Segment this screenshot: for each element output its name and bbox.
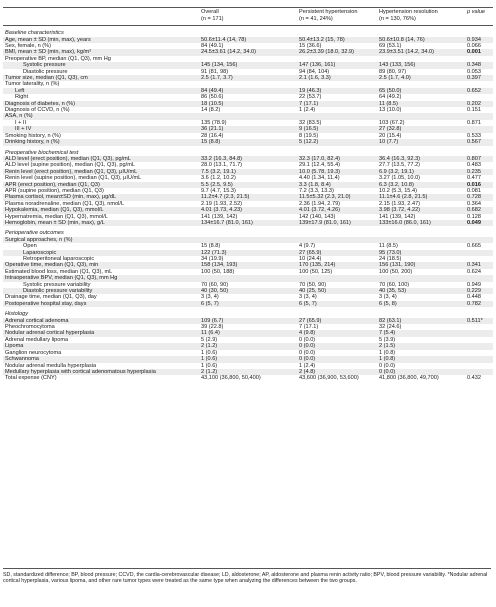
- header-resolution-title: Hypertension resolution: [379, 9, 438, 15]
- p-value: 0.432: [467, 375, 481, 382]
- persistent-value: 2 (4.8): [297, 369, 377, 375]
- section-title: Preoperative biochemical test: [5, 149, 79, 156]
- row-label: Adrenal cortical adenoma: [3, 318, 199, 324]
- persistent-value: 27 (65.9): [297, 250, 377, 256]
- row-label: Adrenal medullary lipoma: [5, 336, 69, 343]
- row-label: Renin level (erect position), median (Q1, Q3), μIU/mL: [3, 169, 199, 175]
- section-header-row: [3, 307, 493, 317]
- overall-value: 134±16.7 (81.0, 161): [199, 220, 297, 226]
- row-label: Hypernatremia, median (Q1, Q3), mmol/L: [5, 213, 108, 220]
- header-persistent-n: (n = 41, 24%): [299, 15, 333, 22]
- table-header: [3, 8, 493, 26]
- resolution-value: 2.5 (1.7, 4.0): [377, 75, 465, 81]
- persistent-value: 43,600 (36,900, 53,600): [299, 375, 359, 382]
- resolution-value: 40 (35, 53): [377, 288, 465, 294]
- resolution-value: 103 (67.2): [379, 119, 405, 126]
- persistent-value: 1 (2.4): [299, 362, 316, 369]
- resolution-value: 24 (18.5): [379, 256, 402, 262]
- header-resolution-n: (n = 130, 76%): [379, 15, 416, 22]
- resolution-value: 10.2 (5.3, 15.4): [379, 187, 417, 194]
- resolution-value: 3 (3, 4): [379, 294, 397, 301]
- row-label: Systolic pressure: [3, 62, 199, 68]
- overall-value: 91 (81, 98): [201, 68, 229, 75]
- row-label: Nodular adrenal cortical hyperplasia: [3, 330, 199, 336]
- row-label: Pheochromocytoma: [5, 324, 55, 331]
- persistent-value: 7 (17.1): [297, 101, 377, 107]
- row-label: Tumor laterality, n (%): [5, 81, 60, 88]
- resolution-value: 0 (0.0): [377, 369, 465, 375]
- row-label: Medullary hyperplasia with cortical adenomatous hyperplasia: [3, 369, 199, 375]
- persistent-value: 94 (84, 104): [299, 68, 330, 75]
- overall-value: 50.6±11.4 (14, 78): [199, 37, 297, 43]
- p-value: 0.397: [465, 75, 493, 81]
- persistent-value: 139±17.9 (81.0, 161): [297, 220, 377, 226]
- resolution-value: 156 (131, 190): [377, 262, 465, 268]
- row-label: Intraoperative BPV, median (Q1, Q3), mm Hg: [3, 275, 199, 281]
- resolution-value: 6 (5, 8): [377, 301, 465, 307]
- resolution-value: 141 (139, 142): [379, 213, 416, 220]
- row-label: Drinking history, n (%): [3, 139, 199, 145]
- row-label: ASA, n (%): [3, 113, 199, 119]
- p-value: 0.807: [465, 156, 493, 162]
- persistent-value: 4.01 (3.72, 4.26): [297, 207, 377, 213]
- overall-value: 39 (22.8): [201, 324, 224, 331]
- persistent-value: 9 (16.5): [297, 126, 377, 132]
- persistent-value: 32.3 (17.0, 82.4): [297, 156, 377, 162]
- resolution-value: 6.9 (3.2, 19.1): [377, 169, 465, 175]
- persistent-value: 100 (50, 125): [299, 268, 333, 275]
- overall-value: 5 (2.9): [201, 336, 218, 343]
- overall-value: 43,100 (36,800, 50,400): [201, 375, 261, 382]
- p-value: 0.053: [467, 68, 481, 75]
- resolution-value: 23.9±3.51 (14.2, 34.0): [377, 49, 465, 55]
- overall-value: 4.01 (3.73, 4.23): [199, 207, 297, 213]
- p-value: 0.016: [465, 182, 493, 188]
- persistent-value: 10 (24.4): [299, 256, 322, 262]
- persistent-value: 26.2±3.39 (18.0, 32.9): [297, 49, 377, 55]
- row-label: Smoking history, n (%): [5, 132, 61, 139]
- row-label: Estimated blood loss, median (Q1, Q3), mL: [5, 268, 113, 275]
- persistent-value: 7 (17.1): [299, 324, 319, 331]
- persistent-value: 6 (5, 7): [297, 301, 377, 307]
- header-pvalue-title: p value: [467, 9, 486, 15]
- resolution-value: 3.27 (1.05, 10.0): [379, 175, 421, 182]
- overall-value: 15 (8.8): [201, 243, 221, 250]
- overall-value: 36 (21.1): [199, 126, 297, 132]
- resolution-value: 27.7 (13.5, 77.2): [379, 162, 421, 169]
- persistent-value: 70 (50, 90): [299, 281, 327, 288]
- persistent-value: 142 (140, 143): [299, 213, 336, 220]
- row-label: Renin level (supine position), median (Q1, Q3), μIU/mL: [5, 175, 142, 182]
- overall-value: 5.5 (2.5, 9.5): [199, 182, 297, 188]
- overall-value: 141 (139, 142): [201, 213, 238, 220]
- p-value: 0.066: [467, 43, 481, 49]
- row-label: Total expense (CNY): [5, 375, 57, 382]
- resolution-value: 3.98 (3.72, 4.22): [377, 207, 465, 213]
- section-title: Perioperative outcomes: [5, 230, 64, 237]
- overall-value: 33.2 (16.3, 84.8): [199, 156, 297, 162]
- row-label: Ganglion neurocytoma: [5, 349, 62, 356]
- p-value: 0.652: [465, 88, 493, 94]
- overall-value: 34 (19.9): [201, 256, 224, 262]
- row-label: Plasma noradrenaline, median (Q1, Q3), nmol/L: [5, 200, 125, 207]
- persistent-value: 2.36 (1.94, 2.79): [299, 200, 341, 207]
- header-overall: [199, 8, 297, 26]
- persistent-value: 147 (136, 161): [297, 62, 377, 68]
- overall-value: 3 (3, 4): [201, 294, 219, 301]
- persistent-value: 3.3 (1.8, 8.4): [297, 182, 377, 188]
- results-table: [3, 7, 493, 382]
- overall-value: 109 (6.7): [199, 318, 297, 324]
- row-label: Laparoscopic: [3, 250, 199, 256]
- persistent-value: 1 (2.4): [299, 107, 316, 114]
- row-label: Tumor size, median (Q1, Q3), cm: [3, 75, 199, 81]
- header-persistent-title: Persistent hypertension: [299, 9, 358, 15]
- overall-value: 145 (134, 156): [199, 62, 297, 68]
- row-label: Age, mean ± SD (min, max), years: [3, 37, 199, 43]
- persistent-value: 2.1 (1.6, 3.3): [297, 75, 377, 81]
- p-value: 0.235: [465, 169, 493, 175]
- overall-value: 40 (30, 50): [199, 288, 297, 294]
- overall-value: 11 (6.4): [199, 330, 297, 336]
- persistent-value: 8 (19.5): [299, 132, 319, 139]
- table-footnote: SD, standardized difference; BP, blood pressure; CCVD, the cardia-cerebrovascular disease; LD, aldosterone; AP, aldosterone and plasma renin activity ratio; BPV, blood pressure variability. *Nodular adrenal cortical hyperplasia, various lipoma, and other rare tumor types were treated as the same type when analyzing the differences between the two groups.: [3, 568, 491, 585]
- overall-value: 86 (50.6): [201, 94, 224, 101]
- persistent-value: 7.2 (3.3, 13.3): [299, 187, 334, 194]
- row-label: III + IV: [3, 126, 199, 132]
- resolution-value: 95 (73.0): [377, 250, 465, 256]
- persistent-value: 10.0 (5.78, 19.3): [297, 169, 377, 175]
- p-value: 0.533: [467, 132, 481, 139]
- row-label: Drainage time, median (Q1, Q3), day: [5, 294, 97, 301]
- resolution-value: 20 (15.4): [379, 132, 402, 139]
- persistent-value: 22 (53.7): [299, 94, 322, 101]
- resolution-value: 1 (0.8): [379, 349, 396, 356]
- persistent-value: 19 (46.3): [297, 88, 377, 94]
- p-value: 0.364: [467, 200, 481, 207]
- persistent-value: 11.5±5.32 (2.3, 21.0): [297, 194, 377, 200]
- overall-value: 1 (0.6): [201, 362, 218, 369]
- section-header-row: [3, 26, 493, 37]
- persistent-value: 27 (65.9): [297, 318, 377, 324]
- row-label: Diastolic pressure: [23, 68, 68, 75]
- resolution-value: 143 (133, 156): [377, 62, 465, 68]
- overall-value: 158 (134, 193): [199, 262, 297, 268]
- p-value: 0.949: [467, 281, 481, 288]
- overall-value: 3.6 (1.2, 10.2): [201, 175, 236, 182]
- persistent-value: 0 (0.0): [297, 356, 377, 362]
- resolution-value: 36.4 (16.3, 92.3): [377, 156, 465, 162]
- table-body: [3, 26, 493, 382]
- p-value: 0.448: [467, 294, 481, 301]
- resolution-value: 11 (8.5): [379, 243, 398, 250]
- p-value: 0.483: [467, 162, 481, 169]
- p-value: 0.202: [465, 101, 493, 107]
- row-label: APR (erect position), median (Q1, Q3): [3, 182, 199, 188]
- resolution-value: 10 (7.7): [377, 139, 465, 145]
- resolution-value: 89 (80, 97): [379, 68, 407, 75]
- resolution-value: 6.3 (3.2, 10.8): [377, 182, 465, 188]
- p-value: 0.934: [465, 37, 493, 43]
- header-label-cell: [3, 8, 199, 26]
- persistent-value: 50.4±13.2 (15, 78): [297, 37, 377, 43]
- persistent-value: 4 (9.7): [299, 243, 316, 250]
- row-label: Operative time, median (Q1, Q3), min: [3, 262, 199, 268]
- p-value: 0.871: [467, 119, 481, 126]
- persistent-value: 0 (0.0): [299, 336, 316, 343]
- table-row: [3, 220, 493, 226]
- p-value: 0.229: [465, 288, 493, 294]
- overall-value: 14 (8.2): [201, 107, 221, 114]
- overall-value: 135 (78.9): [201, 119, 227, 126]
- persistent-value: 32 (83.5): [299, 119, 322, 126]
- row-label: Diagnosis of CCVD, n (%): [5, 107, 70, 114]
- overall-value: 18 (10.5): [199, 101, 297, 107]
- persistent-value: 170 (135, 214): [297, 262, 377, 268]
- section-title: Baseline characteristics: [5, 30, 64, 37]
- p-value: 0.567: [465, 139, 493, 145]
- persistent-value: 4 (9.8): [297, 330, 377, 336]
- resolution-value: 13 (10.0): [379, 107, 402, 114]
- row-label: Postoperative hospital stay, days: [3, 301, 199, 307]
- resolution-value: 7 (5.4): [377, 330, 465, 336]
- overall-value: 2 (1.2): [199, 343, 297, 349]
- resolution-value: 50.6±10.8 (14, 76): [377, 37, 465, 43]
- p-value: 0.081: [467, 187, 481, 194]
- overall-value: 9.7 (4.7, 15.3): [201, 187, 236, 194]
- overall-value: 2.5 (1.7, 3.7): [199, 75, 297, 81]
- p-value: 0.511*: [465, 318, 493, 324]
- overall-value: 100 (50, 188): [201, 268, 235, 275]
- p-value: 0.341: [465, 262, 493, 268]
- header-overall-title: Overall: [201, 9, 219, 15]
- p-value: 0.665: [467, 243, 481, 250]
- p-value: 0.128: [467, 213, 481, 220]
- resolution-value: 100 (50, 200): [379, 268, 413, 275]
- persistent-value: 15 (36.6): [299, 43, 322, 49]
- table-row: [3, 375, 493, 381]
- overall-value: 84 (49.1): [201, 43, 224, 49]
- resolution-value: 2 (1.5): [377, 343, 465, 349]
- row-label: Nodular adrenal medulla hyperplasia: [5, 362, 97, 369]
- p-value: 0.728: [465, 194, 493, 200]
- resolution-value: 41,800 (36,800, 49,700): [379, 375, 439, 382]
- row-label: ALD level (supine position), median (Q1, Q3), pg/mL: [5, 162, 135, 169]
- row-label: BMI, mean ± SD (min, max), kg/m²: [3, 49, 199, 55]
- section-header-row: [3, 146, 493, 156]
- table-row: [3, 194, 493, 200]
- row-label: Surgical approaches, n (%): [3, 237, 199, 243]
- persistent-value: 0 (0.0): [297, 343, 377, 349]
- section-title: Histology: [5, 311, 29, 318]
- overall-value: 24.5±3.61 (14.2, 34.0): [199, 49, 297, 55]
- overall-value: 28 (16.4): [201, 132, 224, 139]
- row-label: Right: [15, 94, 29, 101]
- p-value: 0.001: [465, 49, 493, 55]
- p-value: 0.624: [467, 268, 481, 275]
- resolution-value: 11 (8.5): [377, 101, 465, 107]
- row-label: Lipoma: [3, 343, 199, 349]
- row-label: Systolic pressure variability: [23, 281, 91, 288]
- row-label: Schwannoma: [3, 356, 199, 362]
- resolution-value: 11.1±4.6 (2.8, 21.5): [377, 194, 465, 200]
- overall-value: 1 (0.6): [201, 349, 218, 356]
- overall-value: 2.19 (1.93, 2.52): [201, 200, 243, 207]
- row-label: I + II: [15, 119, 27, 126]
- row-label: Diagnosis of diabetes, n (%): [3, 101, 199, 107]
- resolution-value: 69 (53.1): [379, 43, 402, 49]
- row-label: Sex, female, n (%): [5, 43, 52, 49]
- resolution-value: 32 (24.6): [379, 324, 402, 331]
- overall-value: 70 (60, 90): [201, 281, 229, 288]
- overall-value: 6 (5, 7): [199, 301, 297, 307]
- row-label: Diastolic pressure variability: [3, 288, 199, 294]
- overall-value: 122 (71.3): [199, 250, 297, 256]
- resolution-value: 2.15 (1.93, 2.47): [379, 200, 421, 207]
- resolution-value: 1 (0.8): [377, 356, 465, 362]
- overall-value: 84 (49.4): [199, 88, 297, 94]
- header-pvalue: [465, 8, 493, 26]
- persistent-value: 5 (12.2): [297, 139, 377, 145]
- row-label: Plasma cortisol, mean±SD (min, max), μg/dL: [3, 194, 199, 200]
- p-value: 0.477: [467, 175, 481, 182]
- resolution-value: 82 (63.1): [377, 318, 465, 324]
- overall-value: 7.5 (3.2, 19.1): [199, 169, 297, 175]
- overall-value: 28.0 (13.1, 71.7): [201, 162, 243, 169]
- table-row: [3, 49, 493, 55]
- row-label: Left: [3, 88, 199, 94]
- persistent-value: 3 (3, 4): [299, 294, 317, 301]
- resolution-value: 0 (0.0): [379, 362, 396, 369]
- p-value: 0.682: [465, 207, 493, 213]
- resolution-value: 64 (49.2): [379, 94, 402, 101]
- overall-value: 2 (1.2): [199, 369, 297, 375]
- resolution-value: 70 (60, 100): [379, 281, 410, 288]
- resolution-value: 27 (32.8): [377, 126, 465, 132]
- overall-value: 11.2±4.7 (2.3, 21.5): [199, 194, 297, 200]
- resolution-value: 65 (50.0): [377, 88, 465, 94]
- row-label: APR (supine position), median (Q1, Q3): [5, 187, 104, 194]
- row-label: Hypokalemia, median (Q1, Q3), mmol/L: [3, 207, 199, 213]
- row-label: Hemoglobin, mean ± SD (min, max), g/L: [3, 220, 199, 226]
- row-label: Retroperitoneal laparoscopic: [23, 256, 95, 262]
- p-value: 0.782: [465, 301, 493, 307]
- persistent-value: 0 (0.0): [299, 349, 316, 356]
- header-overall-n: (n = 171): [201, 15, 224, 22]
- header-resolution: [377, 8, 465, 26]
- resolution-value: 5 (3.9): [379, 336, 396, 343]
- p-value: 0.151: [467, 107, 481, 114]
- overall-value: 15 (8.8): [199, 139, 297, 145]
- persistent-value: 40 (25, 50): [297, 288, 377, 294]
- p-value: 0.049: [465, 220, 493, 226]
- persistent-value: 4.40 (1.34, 11.4): [299, 175, 340, 182]
- row-label: Open: [23, 243, 37, 250]
- resolution-value: 133±16.0 (86.0, 161): [377, 220, 465, 226]
- overall-value: 1 (0.6): [199, 356, 297, 362]
- persistent-value: 29.1 (12.4, 55.4): [299, 162, 341, 169]
- row-label: Preoperative BP, median (Q1, Q3), mm Hg: [5, 55, 111, 62]
- row-label: ALD level (erect position), median (Q1, Q3), pg/mL: [3, 156, 199, 162]
- section-header-row: [3, 226, 493, 236]
- header-persistent: [297, 8, 377, 26]
- p-value: 0.348: [465, 62, 493, 68]
